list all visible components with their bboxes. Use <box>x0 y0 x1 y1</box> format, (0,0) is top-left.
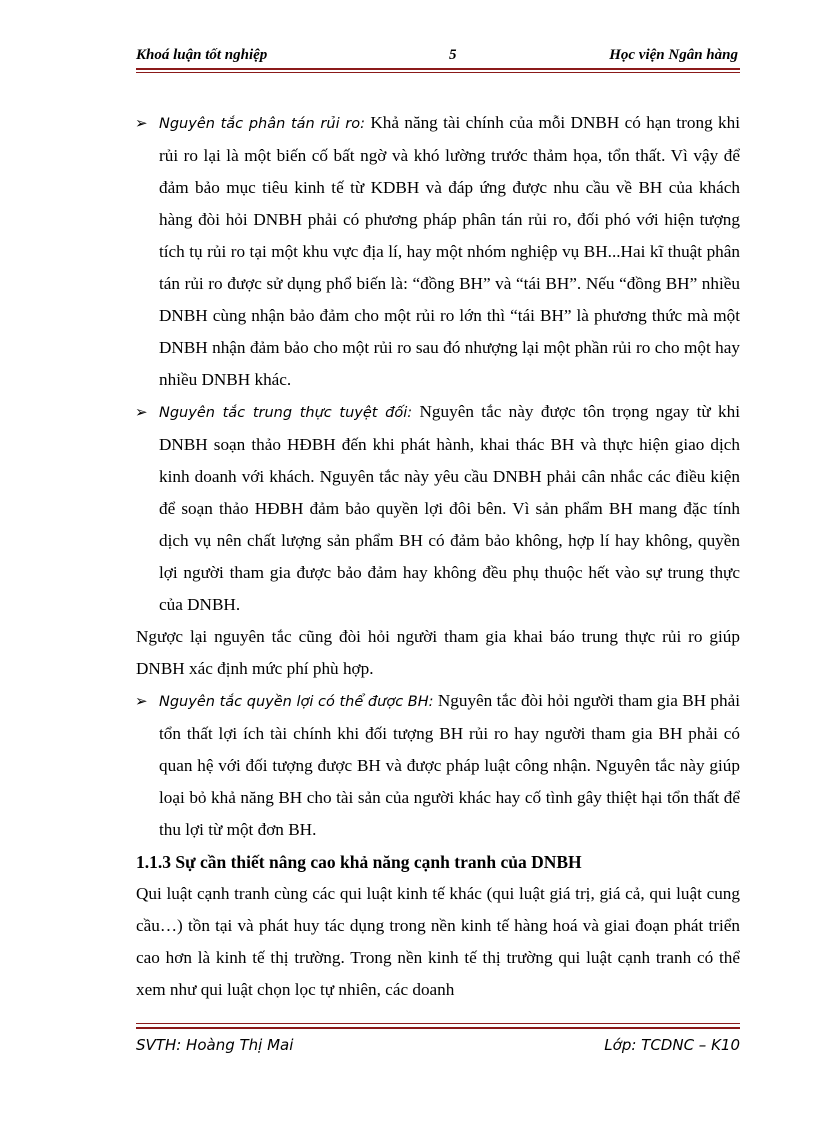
paragraph-risk-diversification <box>136 107 740 396</box>
footer-rule-thin <box>136 1023 740 1024</box>
principle-term: Nguyên tắc phân tán rủi ro: <box>159 116 365 132</box>
footer-class: Lớp: TCDNC – K10 <box>604 1036 740 1054</box>
header-rule-thick <box>136 68 740 70</box>
paragraph-competition-law: Qui luật cạnh tranh cùng các qui luật kinh tế khác (qui luật giá trị, giá cả, qui luật cung cầu…) tồn tại và phát huy tác dụng trong nền kinh tế hàng hoá và giai đoạn phát triển cao hơn là kinh tế thị trường. Trong nền kinh tế thị trường qui luật cạnh tranh có thể xem như qui luật chọn lọc tự nhiên, các doanh <box>136 884 740 999</box>
document-body <box>136 107 740 1006</box>
paragraph-honesty-continued: Ngược lại nguyên tắc cũng đòi hỏi người tham gia khai báo trung thực rủi ro giúp DNBH xác định mức phí phù hợp. <box>136 627 740 678</box>
paragraph-text: Nguyên tắc này được tôn trọng ngay từ khi DNBH soạn thảo HĐBH đến khi phát hành, khai thác BH và thực hiện giao dịch kinh doanh với khách. Nguyên tắc này yêu cầu DNBH phải cân nhắc các điều kiện để soạn thảo HĐBH đảm bảo quyền lợi đôi bên. Vì sản phẩm BH mang đặc tính dịch vụ nên chất lượng sản phẩm BH có đảm bảo không, hợp lí hay không, quyền lợi người tham gia được bảo đảm hay không đều phụ thuộc hết vào sự trung thực của DNBH. <box>159 402 740 614</box>
footer-rule-thick <box>136 1027 740 1029</box>
page-number: 5 <box>449 47 457 63</box>
header-rule-thin <box>136 72 740 73</box>
paragraph-text: Khả năng tài chính của mỗi DNBH có hạn trong khi rủi ro lại là một biến cố bất ngờ và khó lường trước thảm họa, tổn thất. Vì vậy để đảm bảo mục tiêu kinh tế từ KDBH và đáp ứng được nhu cầu về BH của khách hàng đòi hỏi DNBH phải có phương pháp phân tán rủi ro, đối phó với hiện tượng tích tụ rủi ro tại một khu vực địa lí, hay một nhóm nghiệp vụ BH...Hai kĩ thuật phân tán rủi ro được sử dụng phổ biến là: “đồng BH” và “tái BH”. Nếu “đồng BH” nhiều DNBH cùng nhận bảo đảm cho một rủi ro lớn thì “tái BH” là phương thức mà một DNBH nhận đảm bảo cho một rủi ro sau đó nhượng lại một phần rủi ro cho một hay nhiều DNBH khác. <box>159 113 740 389</box>
principle-term: Nguyên tắc trung thực tuyệt đối: <box>159 405 413 421</box>
header-institution: Học viện Ngân hàng <box>609 47 738 63</box>
footer-student: SVTH: Hoàng Thị Mai <box>136 1036 294 1054</box>
page-footer <box>136 1036 740 1058</box>
header-thesis-title: Khoá luận tốt nghiệp <box>136 47 268 63</box>
paragraph-absolute-honesty <box>136 396 740 621</box>
paragraph-text: Nguyên tắc đòi hỏi người tham gia BH phải tổn thất lợi ích tài chính khi đối tượng BH rủi ro hay người tham gia BH phải có quan hệ với đối tượng được BH và được pháp luật công nhận. Nguyên tắc này giúp loại bỏ khả năng BH cho tài sản của người khác hay cố tình gây thiệt hại tổn thất để thu lợi từ một đơn BH. <box>159 691 740 839</box>
principle-term: Nguyên tắc quyền lợi có thể được BH: <box>159 694 434 710</box>
paragraph-insurable-interest <box>136 685 740 846</box>
section-heading: 1.1.3 Sự cần thiết nâng cao khả năng cạnh tranh của DNBH <box>136 852 582 872</box>
page-header <box>136 47 738 67</box>
